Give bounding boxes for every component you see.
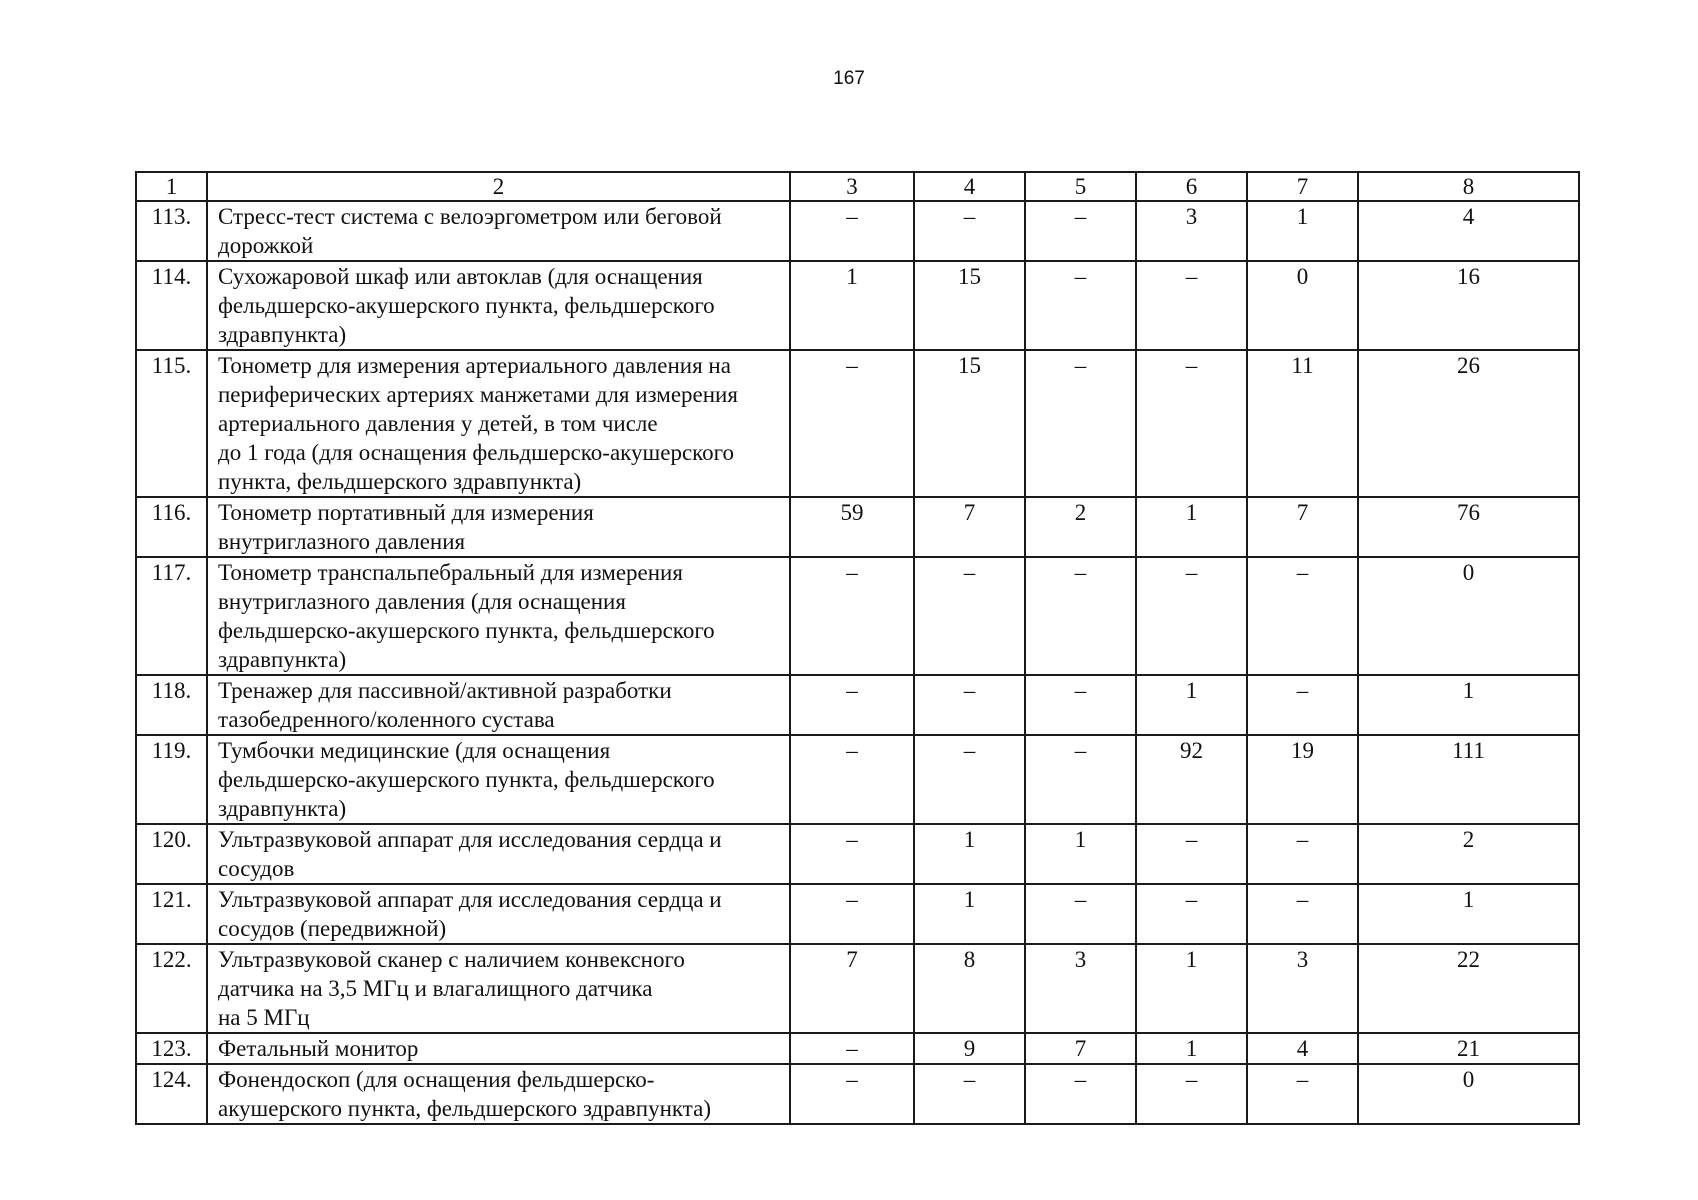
- value-cell-col-5: 7: [1025, 1033, 1136, 1064]
- equipment-name: [207, 1064, 790, 1124]
- equipment-name-line: датчика на 3,5 МГц и влагалищного датчика: [218, 976, 653, 1001]
- value-cell-col-6: –: [1136, 557, 1247, 675]
- value-cell-col-8: 111: [1358, 735, 1579, 824]
- table-header-row: [136, 172, 1579, 201]
- value-cell-col-7: –: [1247, 675, 1358, 735]
- table-row: [136, 824, 1579, 884]
- equipment-name-line: Тонометр транспальпебральный для измерения: [218, 560, 683, 585]
- value-cell-col-8: 26: [1358, 350, 1579, 497]
- value-cell-col-6: 92: [1136, 735, 1247, 824]
- value-cell-col-4: 15: [914, 350, 1025, 497]
- value-cell-col-8: 1: [1358, 675, 1579, 735]
- equipment-name: [207, 884, 790, 944]
- table-row: [136, 1033, 1579, 1064]
- equipment-name-line: Сухожаровой шкаф или автоклав (для оснащения: [218, 264, 703, 289]
- value-cell-col-6: –: [1136, 350, 1247, 497]
- value-cell-col-3: –: [790, 884, 914, 944]
- value-cell-col-5: –: [1025, 557, 1136, 675]
- value-cell-col-4: 7: [914, 497, 1025, 557]
- equipment-name-line: Ультразвуковой аппарат для исследования сердца и: [218, 827, 722, 852]
- value-cell-col-7: 7: [1247, 497, 1358, 557]
- header-cell: 3: [790, 172, 914, 201]
- equipment-name-line: до 1 года (для оснащения фельдшерско-акушерского: [218, 440, 735, 465]
- equipment-name-line: Ультразвуковой сканер с наличием конвексного: [218, 947, 685, 972]
- value-cell-col-5: 3: [1025, 944, 1136, 1033]
- value-cell-col-3: –: [790, 557, 914, 675]
- equipment-name-line: внутриглазного давления: [218, 529, 466, 554]
- value-cell-col-6: 3: [1136, 201, 1247, 261]
- header-cell: 7: [1247, 172, 1358, 201]
- value-cell-col-3: –: [790, 350, 914, 497]
- row-number: 121.: [136, 884, 207, 944]
- value-cell-col-3: –: [790, 201, 914, 261]
- table-row: [136, 350, 1579, 497]
- value-cell-col-7: –: [1247, 884, 1358, 944]
- value-cell-col-8: 1: [1358, 884, 1579, 944]
- equipment-name: [207, 1033, 790, 1064]
- equipment-name-line: фельдшерско-акушерского пункта, фельдшерского: [218, 293, 715, 318]
- value-cell-col-8: 0: [1358, 557, 1579, 675]
- value-cell-col-5: –: [1025, 201, 1136, 261]
- value-cell-col-8: 76: [1358, 497, 1579, 557]
- value-cell-col-3: –: [790, 1064, 914, 1124]
- value-cell-col-6: 1: [1136, 1033, 1247, 1064]
- equipment-name-line: акушерского пункта, фельдшерского здравпункта): [218, 1096, 711, 1121]
- value-cell-col-4: 8: [914, 944, 1025, 1033]
- value-cell-col-4: –: [914, 201, 1025, 261]
- value-cell-col-7: –: [1247, 824, 1358, 884]
- table-row: [136, 884, 1579, 944]
- header-cell: 1: [136, 172, 207, 201]
- table-row: [136, 735, 1579, 824]
- value-cell-col-6: 1: [1136, 497, 1247, 557]
- row-number: 117.: [136, 557, 207, 675]
- equipment-name: [207, 201, 790, 261]
- header-cell: 8: [1358, 172, 1579, 201]
- equipment-name: [207, 944, 790, 1033]
- value-cell-col-5: –: [1025, 884, 1136, 944]
- equipment-name-line: Тумбочки медицинские (для оснащения: [218, 738, 611, 763]
- header-cell: 4: [914, 172, 1025, 201]
- equipment-name-line: тазобедренного/коленного сустава: [218, 707, 555, 732]
- value-cell-col-3: 1: [790, 261, 914, 350]
- equipment-table: [135, 171, 1580, 1125]
- value-cell-col-3: –: [790, 1033, 914, 1064]
- equipment-name: [207, 261, 790, 350]
- value-cell-col-4: 15: [914, 261, 1025, 350]
- row-number: 118.: [136, 675, 207, 735]
- value-cell-col-8: 22: [1358, 944, 1579, 1033]
- value-cell-col-4: –: [914, 675, 1025, 735]
- equipment-name-line: артериального давления у детей, в том числе: [218, 411, 658, 436]
- equipment-name-line: здравпункта): [218, 647, 347, 672]
- value-cell-col-4: –: [914, 557, 1025, 675]
- equipment-name-line: Фонендоскоп (для оснащения фельдшерско-: [218, 1067, 655, 1092]
- row-number: 113.: [136, 201, 207, 261]
- value-cell-col-5: 1: [1025, 824, 1136, 884]
- value-cell-col-6: –: [1136, 1064, 1247, 1124]
- table-row: [136, 261, 1579, 350]
- value-cell-col-7: 1: [1247, 201, 1358, 261]
- value-cell-col-4: 9: [914, 1033, 1025, 1064]
- table-row: [136, 1064, 1579, 1124]
- equipment-name-line: Тонометр для измерения артериального давления на: [218, 353, 731, 378]
- value-cell-col-3: 59: [790, 497, 914, 557]
- value-cell-col-5: –: [1025, 735, 1136, 824]
- equipment-name-line: фельдшерско-акушерского пункта, фельдшерского: [218, 618, 715, 643]
- row-number: 120.: [136, 824, 207, 884]
- row-number: 124.: [136, 1064, 207, 1124]
- value-cell-col-7: 0: [1247, 261, 1358, 350]
- value-cell-col-7: 4: [1247, 1033, 1358, 1064]
- value-cell-col-4: 1: [914, 824, 1025, 884]
- equipment-name: [207, 675, 790, 735]
- value-cell-col-5: 2: [1025, 497, 1136, 557]
- equipment-name: [207, 350, 790, 497]
- equipment-name-line: Тренажер для пассивной/активной разработки: [218, 678, 672, 703]
- value-cell-col-8: 4: [1358, 201, 1579, 261]
- equipment-name-line: пункта, фельдшерского здравпункта): [218, 469, 582, 494]
- value-cell-col-8: 16: [1358, 261, 1579, 350]
- value-cell-col-7: 3: [1247, 944, 1358, 1033]
- value-cell-col-3: –: [790, 824, 914, 884]
- equipment-name-line: здравпункта): [218, 322, 347, 347]
- value-cell-col-3: 7: [790, 944, 914, 1033]
- value-cell-col-4: 1: [914, 884, 1025, 944]
- value-cell-col-4: –: [914, 1064, 1025, 1124]
- value-cell-col-6: 1: [1136, 944, 1247, 1033]
- row-number: 122.: [136, 944, 207, 1033]
- equipment-name-line: на 5 МГц: [218, 1005, 310, 1030]
- value-cell-col-8: 2: [1358, 824, 1579, 884]
- value-cell-col-4: –: [914, 735, 1025, 824]
- header-cell: 5: [1025, 172, 1136, 201]
- table-row: [136, 557, 1579, 675]
- row-number: 115.: [136, 350, 207, 497]
- value-cell-col-7: –: [1247, 1064, 1358, 1124]
- table-row: [136, 201, 1579, 261]
- equipment-name-line: периферических артериях манжетами для измерения: [218, 382, 738, 407]
- row-number: 123.: [136, 1033, 207, 1064]
- value-cell-col-8: 21: [1358, 1033, 1579, 1064]
- table-row: [136, 675, 1579, 735]
- value-cell-col-7: –: [1247, 557, 1358, 675]
- equipment-name: [207, 557, 790, 675]
- value-cell-col-8: 0: [1358, 1064, 1579, 1124]
- equipment-name-line: здравпункта): [218, 796, 347, 821]
- value-cell-col-5: –: [1025, 1064, 1136, 1124]
- row-number: 119.: [136, 735, 207, 824]
- table-row: [136, 944, 1579, 1033]
- equipment-name-line: сосудов: [218, 856, 295, 881]
- equipment-name-line: дорожкой: [218, 233, 314, 258]
- value-cell-col-5: –: [1025, 261, 1136, 350]
- equipment-name-line: сосудов (передвижной): [218, 916, 447, 941]
- table-row: [136, 497, 1579, 557]
- equipment-name-line: Ультразвуковой аппарат для исследования сердца и: [218, 887, 722, 912]
- equipment-name-line: внутриглазного давления (для оснащения: [218, 589, 626, 614]
- value-cell-col-6: 1: [1136, 675, 1247, 735]
- equipment-name-line: фельдшерско-акушерского пункта, фельдшерского: [218, 767, 715, 792]
- equipment-name: [207, 824, 790, 884]
- value-cell-col-7: 19: [1247, 735, 1358, 824]
- value-cell-col-6: –: [1136, 261, 1247, 350]
- equipment-name-line: Фетальный монитор: [218, 1036, 419, 1061]
- header-cell: 2: [207, 172, 790, 201]
- value-cell-col-6: –: [1136, 884, 1247, 944]
- value-cell-col-7: 11: [1247, 350, 1358, 497]
- row-number: 114.: [136, 261, 207, 350]
- value-cell-col-3: –: [790, 675, 914, 735]
- equipment-name-line: Стресс-тест система с велоэргометром или беговой: [218, 204, 722, 229]
- equipment-name: [207, 497, 790, 557]
- equipment-name: [207, 735, 790, 824]
- value-cell-col-5: –: [1025, 675, 1136, 735]
- header-cell: 6: [1136, 172, 1247, 201]
- value-cell-col-3: –: [790, 735, 914, 824]
- row-number: 116.: [136, 497, 207, 557]
- value-cell-col-6: –: [1136, 824, 1247, 884]
- value-cell-col-5: –: [1025, 350, 1136, 497]
- equipment-name-line: Тонометр портативный для измерения: [218, 500, 594, 525]
- page-number: 167: [833, 68, 865, 89]
